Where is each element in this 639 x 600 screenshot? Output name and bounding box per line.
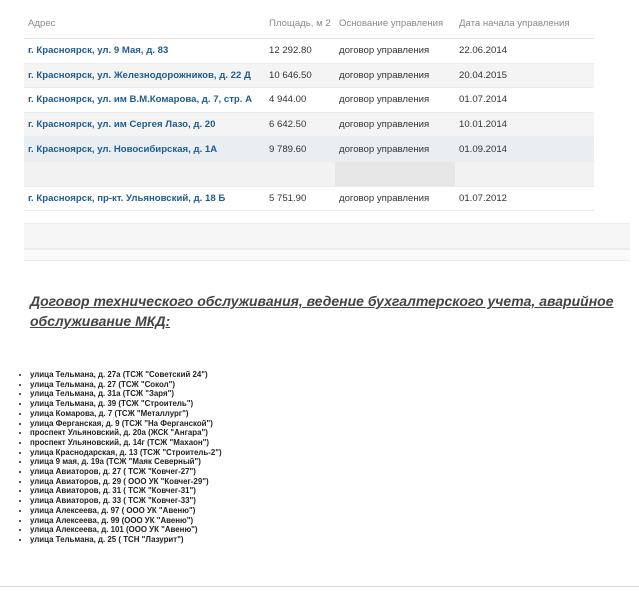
list-item: • улица Авиаторов, д. 31 ( ТСЖ "Ковчег-31"): [30, 486, 222, 496]
date-cell-empty: [455, 161, 594, 186]
list-item: • улица 9 мая, д. 19а (ТСЖ "Маяк Северный"): [30, 457, 222, 467]
address-link[interactable]: г. Красноярск, ул. им В.М.Комарова, д. 7, стр. А: [24, 88, 265, 113]
area-cell: 12 292.80: [265, 39, 335, 64]
basis-cell: договор управления: [335, 186, 455, 211]
address-link[interactable]: г. Красноярск, ул. Новосибирская, д. 1А: [24, 137, 265, 162]
date-cell: 01.07.2012: [455, 186, 594, 211]
list-item: • улица Тельмана, д. 27 (ТСЖ "Сокол"): [30, 380, 222, 390]
area-cell: 4 944.00: [265, 88, 335, 113]
date-cell: 20.04.2015: [455, 63, 594, 88]
area-cell-empty: [265, 161, 335, 186]
list-item: • проспект Ульяновский, д. 20а (ЖСК "Ангара"): [30, 428, 222, 438]
date-cell: 10.01.2014: [455, 112, 594, 137]
table-row-empty: [24, 161, 594, 186]
list-item: • улица Краснодарская, д. 13 (ТСЖ "Строитель-2"): [30, 448, 222, 458]
table-header-row: [24, 8, 594, 39]
list-item: • улица Авиаторов, д. 27 ( ТСЖ "Ковчег-27"): [30, 467, 222, 477]
list-item: • улица Алексеева, д. 97 ( ООО УК "Авеню"): [30, 506, 222, 516]
header-basis: Основание управления: [335, 8, 455, 39]
basis-cell: договор управления: [335, 39, 455, 64]
address-cell-empty: [24, 161, 265, 186]
address-link[interactable]: г. Красноярск, пр-кт. Ульяновский, д. 18 Б: [24, 186, 265, 211]
list-item: • улица Тельмана, д. 39 (ТСЖ "Строитель"): [30, 399, 222, 409]
header-area: Площадь, м 2: [265, 8, 335, 39]
list-item: • улица Тельмана, д. 31а (ТСЖ "Заря"): [30, 389, 222, 399]
section-heading: Договор технического обслуживания, ведение бухгалтерского учета, аварийное обслуживание МКД:: [30, 293, 614, 329]
basis-cell-empty: [335, 161, 455, 186]
list-item: • улица Авиаторов, д. 33 ( ТСЖ "Ковчег-33"): [30, 496, 222, 506]
table-row: [24, 63, 594, 88]
list-item: • улица Тельмана, д. 27а (ТСЖ "Советский 24"): [30, 370, 222, 380]
date-cell: 01.07.2014: [455, 88, 594, 113]
basis-cell: договор управления: [335, 112, 455, 137]
table-row: [24, 39, 594, 64]
table-row: [24, 88, 594, 113]
address-link[interactable]: г. Красноярск, ул. им Сергея Лазо, д. 20: [24, 112, 265, 137]
address-link[interactable]: г. Красноярск, ул. 9 Мая, д. 83: [24, 39, 265, 64]
list-item: • улица Алексеева, д. 99 (ООО УК "Авеню"): [30, 516, 222, 526]
bottom-divider: [0, 586, 639, 587]
list-item: • улица Ферганская, д. 9 (ТСЖ "На Ферганской"): [30, 419, 222, 429]
table-row: [24, 186, 594, 211]
address-link[interactable]: г. Красноярск, ул. Железнодорожников, д. 22 Д: [24, 63, 265, 88]
empty-band: [24, 223, 630, 249]
table-row: [24, 112, 594, 137]
list-item: • улица Алексеева, д. 101 (ООО УК "Авеню"): [30, 525, 222, 535]
area-cell: 6 642.50: [265, 112, 335, 137]
management-table: [24, 8, 594, 211]
area-cell: 5 751.90: [265, 186, 335, 211]
area-cell: 9 789.60: [265, 137, 335, 162]
area-cell: 10 646.50: [265, 63, 335, 88]
list-item: • улица Тельмана, д. 25 ( ТСН "Лазурит"): [30, 535, 222, 545]
list-item: • улица Комарова, д. 7 (ТСЖ "Металлург"): [30, 409, 222, 419]
header-address: Адрес: [24, 8, 265, 39]
table-row: [24, 137, 594, 162]
empty-band-thin: [24, 249, 630, 261]
header-date: Дата начала управления: [455, 8, 594, 39]
basis-cell: договор управления: [335, 63, 455, 88]
date-cell: 01.09.2014: [455, 137, 594, 162]
basis-cell: договор управления: [335, 88, 455, 113]
building-list: [16, 370, 222, 545]
basis-cell: договор управления: [335, 137, 455, 162]
date-cell: 22.06.2014: [455, 39, 594, 64]
list-item: • улица Авиаторов, д. 29 ( ООО УК "Ковчег-29"): [30, 477, 222, 487]
list-item: • проспект Ульяновский, д. 14г (ТСЖ "Махаон"): [30, 438, 222, 448]
